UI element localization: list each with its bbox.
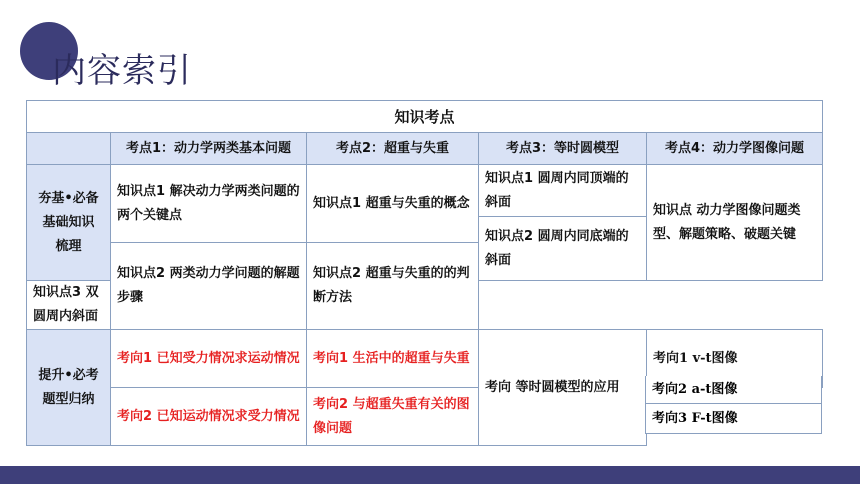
cell-topic3-point1: 知识点1 圆周内同顶端的斜面 xyxy=(479,165,647,217)
corner-cell xyxy=(27,133,111,165)
page-title: 内容索引 xyxy=(52,51,192,91)
header-topic-2: 考点2：超重与失重 xyxy=(307,133,479,165)
row-label-basic-line1: 夯基•必备 xyxy=(38,190,99,206)
cell-topic2-direction1: 考向1 生活中的超重与失重 xyxy=(307,330,479,388)
cell-topic4-direction3: 考向3 F-t图像 xyxy=(645,404,822,434)
cell-topic1-direction1: 考向1 已知受力情况求运动情况 xyxy=(111,330,307,388)
bottom-bar xyxy=(0,466,860,484)
row-label-basic-line2: 基础知识 xyxy=(42,214,95,230)
row-label-advanced-line2: 题型归纳 xyxy=(42,391,95,407)
cell-topic2-point2: 知识点2 超重与失重的的判断方法 xyxy=(307,243,479,330)
row-label-basic-line3: 梳理 xyxy=(55,238,82,254)
cell-topic1-point2: 知识点2 两类动力学问题的解题步骤 xyxy=(111,243,307,330)
topic4-direction-stack xyxy=(645,376,822,434)
cell-topic3-point3: 知识点3 双圆周内斜面 xyxy=(27,281,111,330)
cell-topic1-direction2: 考向2 已知运动情况求受力情况 xyxy=(111,388,307,446)
cell-topic2-point1: 知识点1 超重与失重的概念 xyxy=(307,165,479,243)
row-label-advanced-line1: 提升•必考 xyxy=(38,367,99,383)
cell-topic4-point: 知识点 动力学图像问题类型、解题策略、破题关键 xyxy=(647,165,823,281)
cell-topic2-direction2: 考向2 与超重失重有关的图像问题 xyxy=(307,388,479,446)
cell-topic3-point2: 知识点2 圆周内同底端的斜面 xyxy=(479,217,647,281)
cell-topic3-direction: 考向 等时圆模型的应用 xyxy=(479,330,647,446)
header-topic-1: 考点1：动力学两类基本问题 xyxy=(111,133,307,165)
cell-topic1-point1: 知识点1 解决动力学两类问题的两个关键点 xyxy=(111,165,307,243)
cell-topic4-direction2: 考向2 a-t图像 xyxy=(645,376,822,404)
header-topic-3: 考点3：等时圆模型 xyxy=(479,133,647,165)
table-title: 知识考点 xyxy=(27,101,823,133)
header-topic-4: 考点4：动力学图像问题 xyxy=(647,133,823,165)
row-label-advanced xyxy=(27,330,111,446)
cell-topic4-direction1: 考向1 v-t图像 xyxy=(647,330,823,388)
row-label-basic xyxy=(27,165,111,281)
